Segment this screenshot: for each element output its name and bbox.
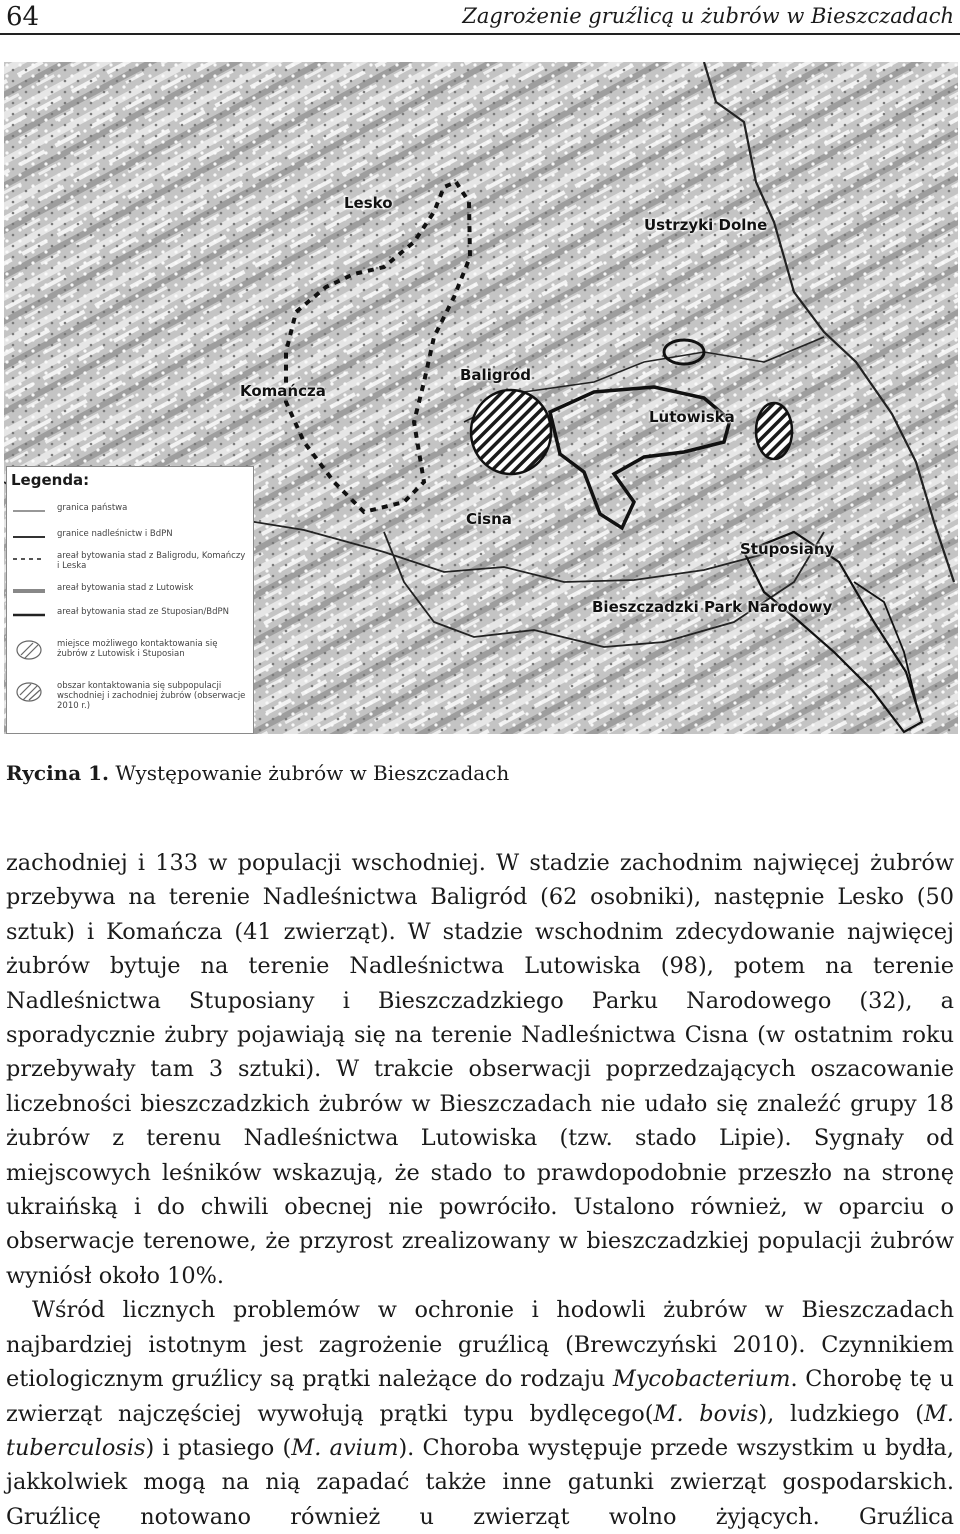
label-komancza: Komańcza: [240, 382, 326, 400]
caption-text: Występowanie żubrów w Bieszczadach: [115, 761, 510, 785]
legend-lutowiska-range-symbol: [11, 583, 47, 605]
label-bieszczadzki-park: Bieszczadzki Park Narodowy: [592, 598, 833, 616]
label-baligrod: Baligród: [460, 366, 532, 384]
legend-contact-area-symbol: [11, 681, 47, 703]
paragraph-2: Wśród licznych problemów w ochronie i hodowli żubrów w Bieszczadach najbardziej istotnym jest zagrożenie gruźlicą (Brewczyński 2010). Czynnikiem etiologicznym gruźlicy są prątki należące do rodzaju Mycobacterium. Chorobę tę u zwierząt najczęściej wywołują prątki typu bydlęcego(M. bovis), ludzkiego (M. tuberculosis) i ptasiego (M. avium). Choroba występuje przede wszystkim u bydła, jakkolwiek mogą na nią zapadać także inne gatunki zwierząt gospodarskich. Gruźlicę notowano również u zwierząt wolno żyjących. Gruźlica: [6, 1297, 955, 1530]
legend-state-border-symbol: [11, 503, 47, 525]
page-header: [0, 0, 960, 34]
label-lutowiska: Lutowiska: [649, 408, 735, 426]
label-cisna: Cisna: [466, 510, 512, 528]
legend-west-range-symbol: [11, 551, 47, 573]
label-stuposiany: Stuposiany: [740, 540, 835, 558]
legend-district-border-symbol: [11, 529, 47, 551]
header-rule: [0, 33, 960, 35]
paragraph-1: zachodniej i 133 w populacji wschodniej. W stadzie zachodnim najwięcej żubrów przebywa na terenie Nadleśnictwa Baligród (62 osobniki), następnie Lesko (50 sztuk) i Komańcza (41 zwierząt). W stadzie wschodnim zdecydowanie najwięcej żubrów bytuje na terenie Nadleśnictwa Lutowiska (98), potem na terenie Nadleśnictwa Stuposiany i Bieszczadzkiego Parku Narodowego (32), a sporadycznie żubry pojawiają się na terenie Nadleśnictwa Cisna (w ostatnim roku przebywały tam 3 sztuki). W trakcie obserwacji poprzedzających oszacowanie liczebności bieszczadzkich żubrów w Bieszczadach nie udało się znaleźć grupy 18 żubrów z terenu Nadleśnictwa Lutowiska (tzw. stado Lipie). Sygnały od miejscowych leśników wskazują, że stado to prawdopodobnie przeszło na stronę ukraińską i do chwili obecnej nie powróciło. Ustalono również, w oparciu o obserwacje terenowe, że przyrost zrealizowany w bieszczadzkiej populacji żubrów wyniósł około 10%.: [6, 850, 954, 1289]
page-number: 64: [6, 2, 40, 32]
legend-stuposiany-range-symbol: [11, 607, 47, 629]
body-text: [6, 846, 954, 1534]
legend-title: Legenda:: [11, 471, 90, 489]
label-lesko: Lesko: [344, 194, 393, 212]
figure-caption: [6, 761, 509, 785]
legend-possible-contact-symbol: [11, 639, 47, 661]
label-ustrzyki-dolne: Ustrzyki Dolne: [644, 216, 768, 234]
caption-label: Rycina 1.: [6, 761, 110, 785]
running-title: Zagrożenie gruźlicą u żubrów w Bieszczadach: [462, 4, 954, 28]
map-legend: Legenda: granica państwa granice nadleśnictw i BdPN areał bytowania stad z Baligrodu, Komańczy i Leska areał bytowania stad z Lutowisk areał bytowania stad ze Stuposian/BdPN miejsce możliwego kontaktowania się żubrów z Lutowisk i Stuposian obszar kontaktowania się subpopulacji wschodniej i zachodniej żubrów (obserwacje 2010 r.): [6, 466, 254, 734]
